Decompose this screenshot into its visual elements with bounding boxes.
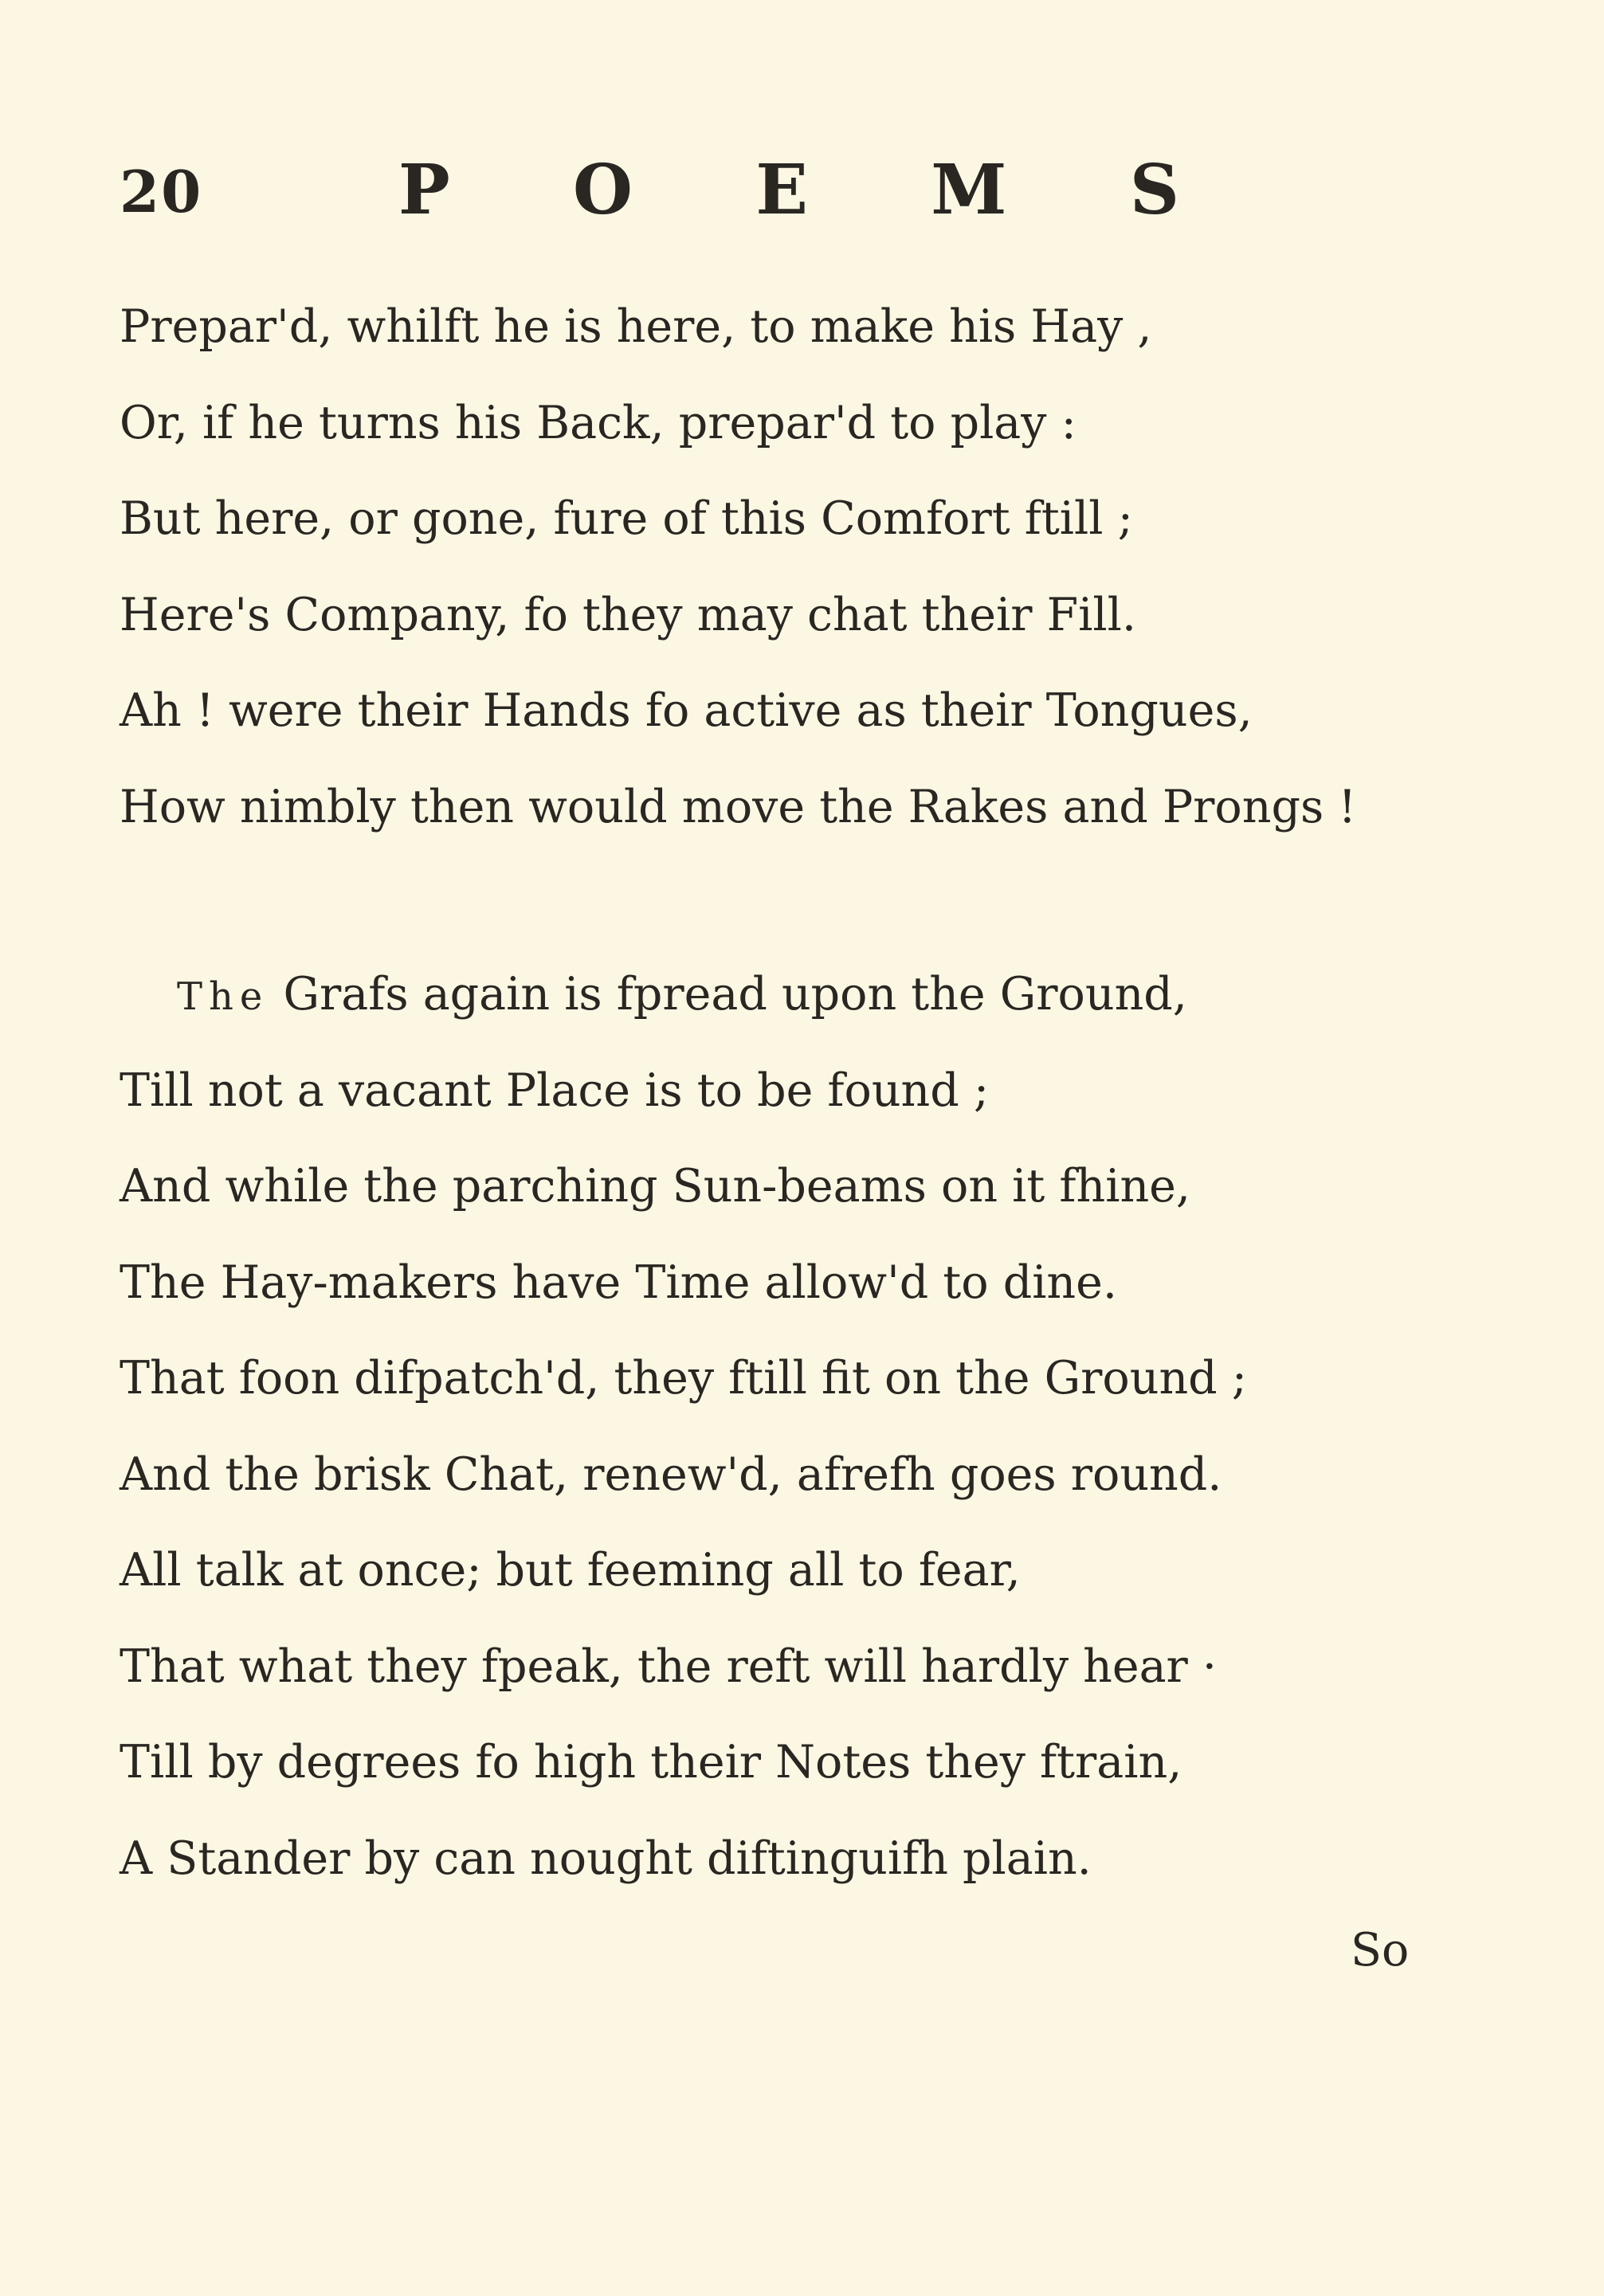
verse-line: A Stander by can nought diftinguifh plain. — [120, 1832, 1092, 1885]
verse-line-rest: Grafs again is fpread upon the Ground, — [269, 968, 1187, 1021]
verse-line: That what they fpeak, the reft will hardly hear · — [120, 1640, 1218, 1693]
title-letter: S — [1129, 150, 1179, 230]
verse-line: Ah ! were their Hands fo active as their Tongues, — [120, 684, 1253, 737]
verse-line: And the brisk Chat, renew'd, afrefh goes round. — [120, 1448, 1222, 1501]
stanza-2 — [120, 968, 1410, 1932]
verse-line: Here's Company, fo they may chat their Fill. — [120, 588, 1136, 641]
verse-line: Prepar'd, whilft he is here, to make his Hay , — [120, 300, 1152, 353]
verse-line: All talk at once; but feeming all to fear, — [120, 1544, 1021, 1597]
verse-line: And while the parching Sun-beams on it fhine, — [120, 1160, 1191, 1213]
verse-line: But here, or gone, fure of this Comfort ftill ; — [120, 492, 1133, 545]
title-letter: P — [398, 150, 450, 230]
title-letter: E — [755, 150, 808, 230]
verse-line: Till not a vacant Place is to be found ; — [120, 1064, 990, 1117]
stanza-1 — [120, 300, 1410, 880]
verse-line: How nimbly then would move the Rakes and Prongs ! — [120, 780, 1357, 833]
verse-line: Or, if he turns his Back, prepar'd to play : — [120, 396, 1077, 449]
verse-line: That foon difpatch'd, they ftill fit on the Ground ; — [120, 1352, 1247, 1405]
catchword: So — [1351, 1924, 1410, 1977]
page-number: 20 — [120, 158, 203, 225]
running-head-title — [398, 150, 1179, 230]
verse-line: The Hay-makers have Time allow'd to dine. — [120, 1256, 1117, 1309]
title-letter: O — [573, 150, 633, 230]
verse-line-first — [120, 968, 1410, 1068]
verse-line: Till by degrees fo high their Notes they ftrain, — [120, 1736, 1182, 1789]
title-letter: M — [931, 150, 1007, 230]
stanza-opening-word: The — [177, 974, 269, 1019]
